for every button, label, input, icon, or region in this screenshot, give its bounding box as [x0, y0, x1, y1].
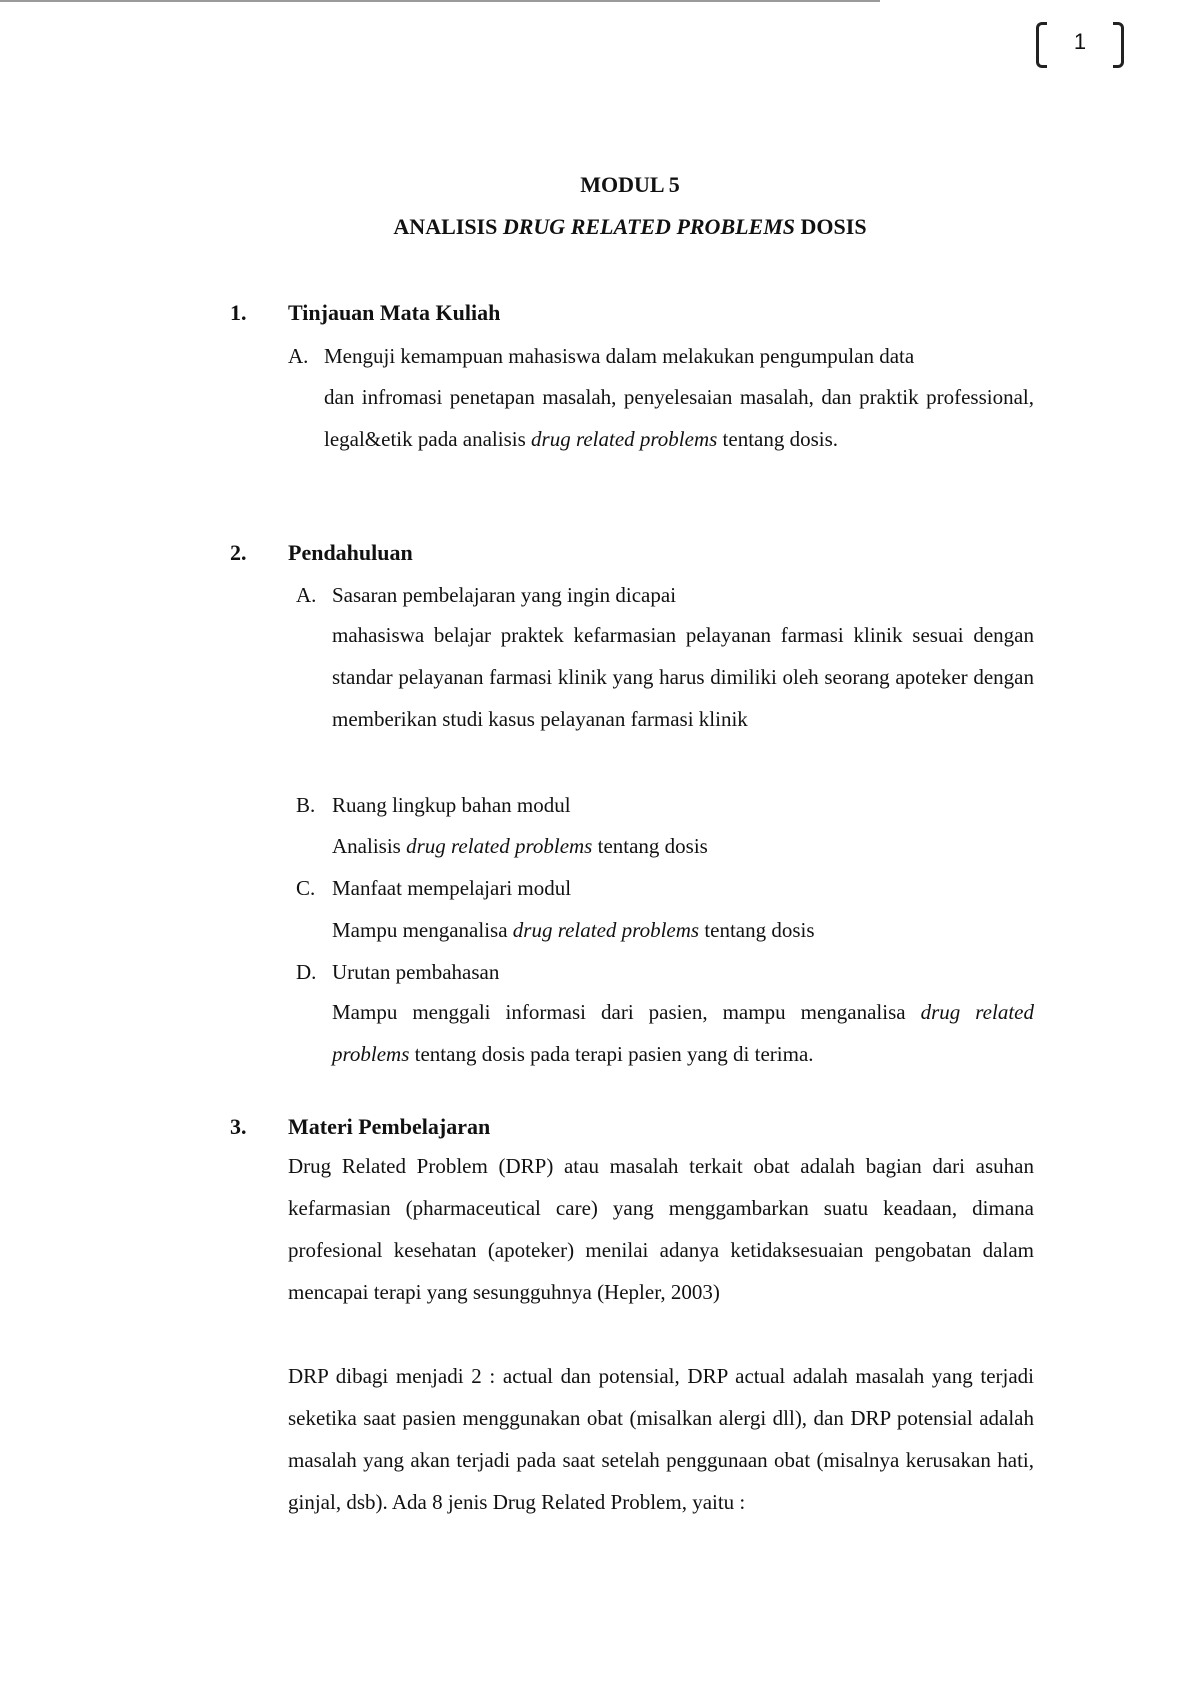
right-bracket-icon [1113, 22, 1124, 68]
section-3-paragraph-1: Drug Related Problem (DRP) atau masalah terkait obat adalah bagian dari asuhan kefarmasian (pharmaceutical care) yang menggambarkan suatu keadaan, dimana profesional kesehatan (apoteker) menilai adanya ketidaksesuaian pengobatan dalam mencapai terapi yang sesungguhnya (Hepler, 2003) [288, 1154, 1034, 1304]
section-2-item-a: A. Sasaran pembelajaran yang ingin dicapai [296, 583, 677, 607]
section-2-item-b: B. Ruang lingkup bahan modul [296, 793, 571, 817]
section-2-item-d-body: Mampu menggali informasi dari pasien, mampu menganalisa drug related problems tentang dosis pada terapi pasien yang di terima. [332, 1000, 1034, 1066]
section-2-heading: 2. Pendahuluan [230, 540, 413, 565]
section-3-paragraph-2: DRP dibagi menjadi 2 : actual dan potensial, DRP actual adalah masalah yang terjadi seketika saat pasien menggunakan obat (misalkan alergi dll), dan DRP potensial adalah masalah yang akan terjadi pada saat setelah penggunaan obat (misalnya kerusakan hati, ginjal, dsb). Ada 8 jenis Drug Related Problem, yaitu : [288, 1364, 1034, 1514]
page-number-box [1030, 20, 1130, 66]
section-3-heading: 3. Materi Pembelajaran [230, 1114, 491, 1139]
section-1-heading: 1. Tinjauan Mata Kuliah [230, 300, 501, 325]
section-1-item-a-continuation: dan infromasi penetapan masalah, penyelesaian masalah, dan praktik professional, legal&etik pada analisis drug related problems tentang dosis. [324, 385, 1034, 451]
section-2-item-c-body: Mampu menganalisa drug related problems tentang dosis [332, 918, 815, 942]
module-subtitle: ANALISIS DRUG RELATED PROBLEMS DOSIS [393, 214, 867, 239]
module-title: MODUL 5 [580, 172, 680, 197]
header-rule [0, 0, 880, 2]
section-2-item-b-body: Analisis drug related problems tentang dosis [332, 834, 708, 858]
section-2-item-c: C. Manfaat mempelajari modul [296, 876, 572, 900]
section-2-item-a-body: mahasiswa belajar praktek kefarmasian pelayanan farmasi klinik sesuai dengan standar pelayanan farmasi klinik yang harus dimiliki oleh seorang apoteker dengan memberikan studi kasus pelayanan farmasi klinik [332, 623, 1034, 731]
section-2-item-d: D. Urutan pembahasan [296, 960, 500, 984]
section-1-item-a: A. Menguji kemampuan mahasiswa dalam melakukan pengumpulan data [288, 344, 915, 368]
page-number: 1 [1073, 29, 1087, 54]
